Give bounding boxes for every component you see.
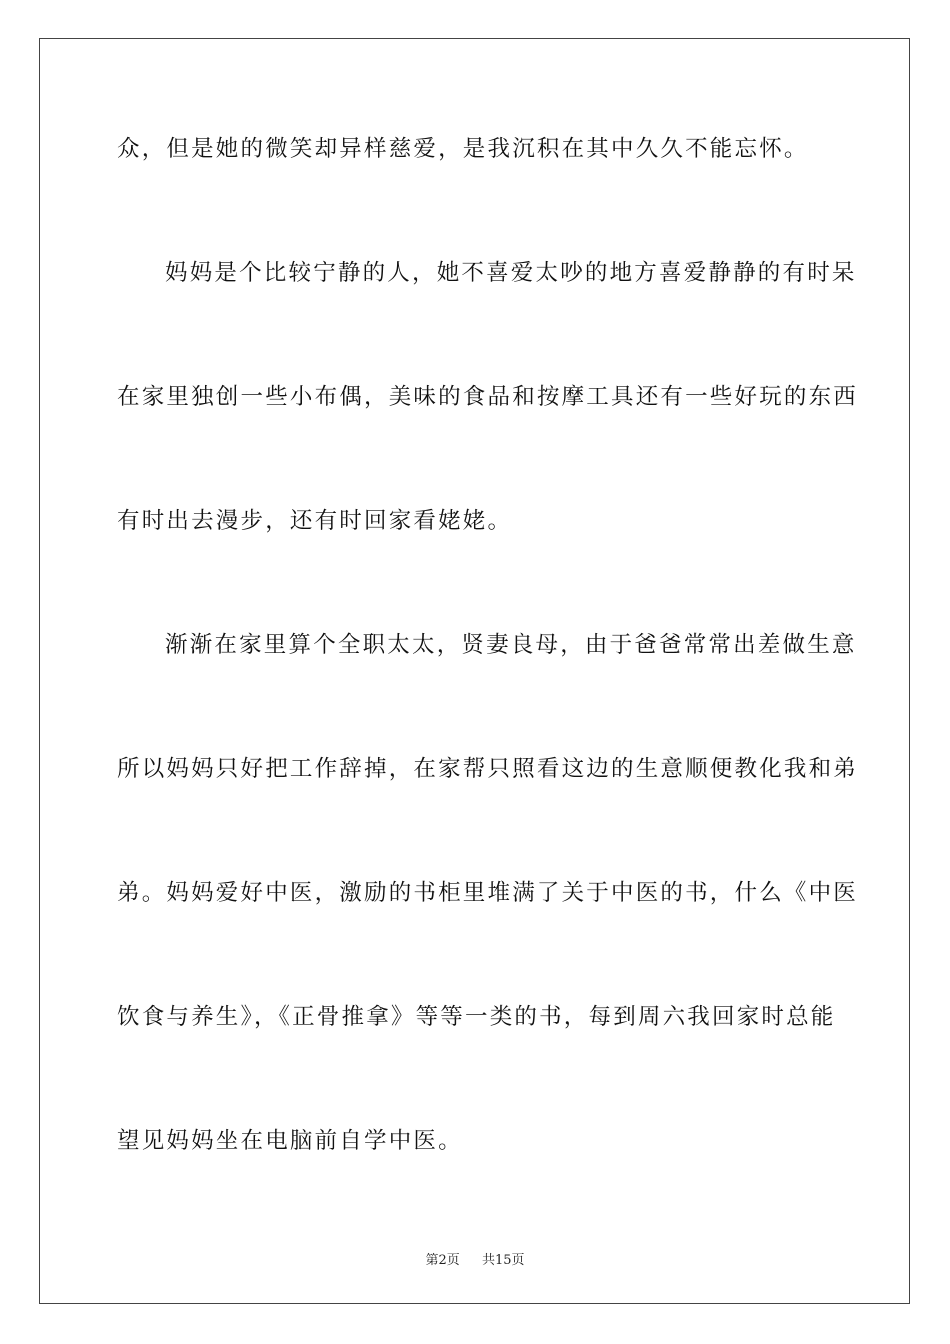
body-text-line: 妈妈是个比较宁静的人，她不喜爱太吵的地方喜爱静静的有时呆 [165,260,857,286]
body-text-line: 所以妈妈只好把工作辞掉，在家帮只照看这边的生意顺便教化我和弟 [117,756,859,782]
page-border [39,38,910,1304]
body-text-line: 众，但是她的微笑却异样慈爱，是我沉积在其中久久不能忘怀。 [117,136,809,162]
body-text-line: 在家里独创一些小布偶，美味的食品和按摩工具还有一些好玩的东西 [117,384,859,410]
body-text-line: 饮食与养生》，《正骨推拿》等等一类的书，每到周六我回家时总能 [117,1004,836,1030]
body-text-line: 渐渐在家里算个全职太太，贤妻良母，由于爸爸常常出差做生意 [165,632,857,658]
body-text-line: 望见妈妈坐在电脑前自学中医。 [117,1128,463,1154]
page-footer [0,1249,950,1268]
body-text-line: 有时出去漫步，还有时回家看姥姥。 [117,508,513,534]
page-total: 共15页 [482,1253,525,1268]
body-text-line: 弟。妈妈爱好中医，激励的书柜里堆满了关于中医的书，什么《中医 [117,880,859,906]
page-number: 第2页 [425,1253,460,1268]
